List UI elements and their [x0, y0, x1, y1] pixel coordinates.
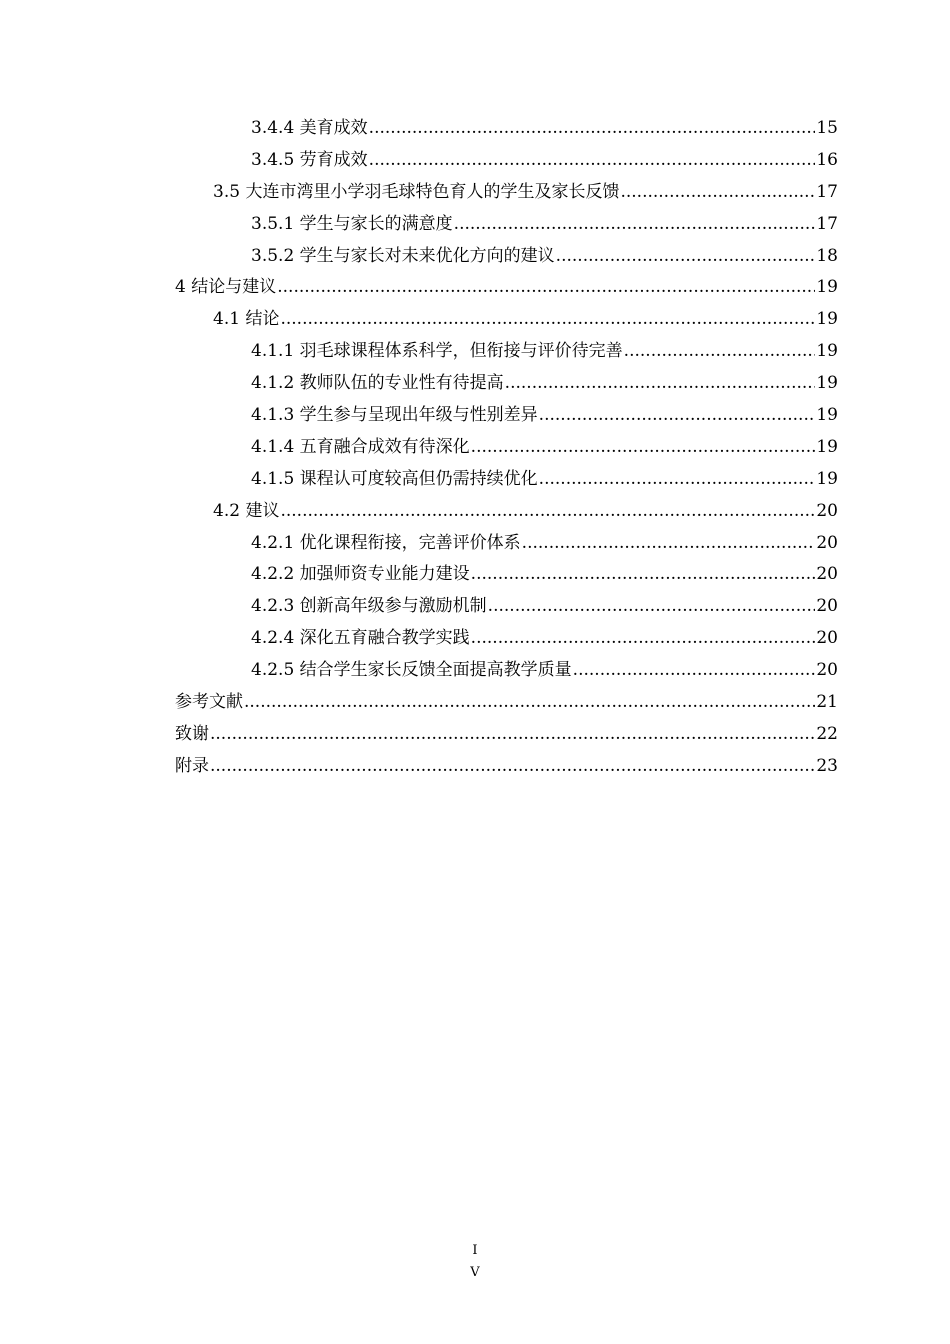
toc-entry[interactable]: [175, 722, 838, 754]
toc-entry[interactable]: [175, 467, 838, 499]
toc-entry[interactable]: [175, 116, 838, 148]
toc-leader-dots: [624, 339, 816, 363]
toc-entry[interactable]: [175, 148, 838, 180]
toc-entry[interactable]: [175, 403, 838, 435]
toc-entry-page: 18: [816, 245, 838, 266]
toc-entry-title: 3.5 大连市湾里小学羽毛球特色育人的学生及家长反馈: [213, 181, 620, 202]
toc-entry-title: 致谢: [175, 723, 209, 744]
toc-entry-page: 19: [816, 436, 838, 457]
toc-leader-dots: [210, 754, 815, 778]
toc-leader-dots: [539, 467, 816, 491]
toc-entry-page: 20: [816, 564, 838, 585]
page-number-line-1: I: [472, 1243, 478, 1258]
toc-entry-page: 17: [816, 213, 838, 234]
toc-leader-dots: [280, 499, 815, 523]
page-number-line-2: V: [470, 1265, 480, 1280]
toc-entry[interactable]: [175, 371, 838, 403]
toc-entry-title: 3.4.5 劳育成效: [251, 149, 368, 170]
toc-entry-page: 17: [816, 181, 838, 202]
toc-entry[interactable]: [175, 275, 838, 307]
toc-entry-page: 20: [816, 532, 838, 553]
toc-entry-page: 20: [816, 628, 838, 649]
toc-entry-title: 4.1.3 学生参与呈现出年级与性别差异: [251, 405, 538, 426]
toc-entry[interactable]: [175, 307, 838, 339]
toc-entry-page: 20: [816, 500, 838, 521]
toc-leader-dots: [244, 690, 815, 714]
toc-entry-title: 3.5.1 学生与家长的满意度: [251, 213, 453, 234]
toc-entry[interactable]: [175, 339, 838, 371]
toc-entry-page: 19: [816, 277, 838, 298]
toc-entry-page: 21: [816, 692, 838, 713]
toc-entry[interactable]: [175, 212, 838, 244]
toc-entry-title: 附录: [175, 755, 209, 776]
toc-leader-dots: [488, 594, 816, 618]
toc-entry[interactable]: [175, 499, 838, 531]
toc-entry-page: 19: [816, 309, 838, 330]
toc-entry[interactable]: [175, 754, 838, 786]
toc-leader-dots: [522, 531, 816, 555]
toc-entry-title: 4.1.1 羽毛球课程体系科学，但衔接与评价待完善: [251, 341, 623, 362]
toc-entry-title: 4.2 建议: [213, 500, 280, 521]
toc-leader-dots: [556, 244, 816, 268]
toc-entry-page: 19: [816, 373, 838, 394]
toc-leader-dots: [573, 658, 816, 682]
toc-entry-title: 4.2.4 深化五育融合教学实践: [251, 628, 470, 649]
toc-entry[interactable]: [175, 531, 838, 563]
toc-leader-dots: [471, 562, 816, 586]
toc-entry[interactable]: [175, 435, 838, 467]
toc-entry[interactable]: [175, 658, 838, 690]
toc-leader-dots: [539, 403, 816, 427]
toc-entry-title: 4.2.2 加强师资专业能力建设: [251, 564, 470, 585]
toc-leader-dots: [471, 435, 816, 459]
toc-entry-title: 4.1.4 五育融合成效有待深化: [251, 436, 470, 457]
toc-entry-title: 4.2.1 优化课程衔接，完善评价体系: [251, 532, 521, 553]
toc-entry-page: 20: [816, 660, 838, 681]
toc-leader-dots: [210, 722, 815, 746]
toc-entry-page: 15: [816, 118, 838, 138]
toc-entry[interactable]: [175, 180, 838, 212]
toc-leader-dots: [505, 371, 816, 395]
toc-entry-page: 20: [816, 596, 838, 617]
toc-entry-title: 4.2.5 结合学生家长反馈全面提高教学质量: [251, 660, 572, 681]
toc-leader-dots: [454, 212, 816, 236]
toc-entry[interactable]: [175, 690, 838, 722]
toc-entry-page: 23: [816, 755, 838, 776]
toc-entry-title: 参考文献: [175, 692, 243, 713]
toc-entry-title: 3.4.4 美育成效: [251, 118, 368, 138]
toc-leader-dots: [280, 307, 815, 331]
table-of-contents: [175, 116, 838, 786]
toc-entry-page: 22: [816, 723, 838, 744]
toc-entry-title: 4.1.5 课程认可度较高但仍需持续优化: [251, 468, 538, 489]
toc-entry[interactable]: [175, 626, 838, 658]
toc-entry-title: 3.5.2 学生与家长对未来优化方向的建议: [251, 245, 555, 266]
toc-entry-title: 4 结论与建议: [175, 277, 277, 298]
toc-entry-title: 4.1.2 教师队伍的专业性有待提高: [251, 373, 504, 394]
toc-entry-page: 19: [816, 468, 838, 489]
toc-leader-dots: [471, 626, 816, 650]
toc-entry[interactable]: [175, 594, 838, 626]
toc-entry-page: 16: [816, 149, 838, 170]
toc-leader-dots: [369, 116, 816, 140]
toc-entry[interactable]: [175, 244, 838, 276]
toc-leader-dots: [277, 275, 815, 299]
toc-entry-title: 4.1 结论: [213, 309, 280, 330]
toc-entry[interactable]: [175, 562, 838, 594]
toc-leader-dots: [369, 148, 816, 172]
toc-entry-page: 19: [816, 341, 838, 362]
toc-leader-dots: [620, 180, 815, 204]
toc-entry-title: 4.2.3 创新高年级参与激励机制: [251, 596, 487, 617]
toc-entry-page: 19: [816, 405, 838, 426]
